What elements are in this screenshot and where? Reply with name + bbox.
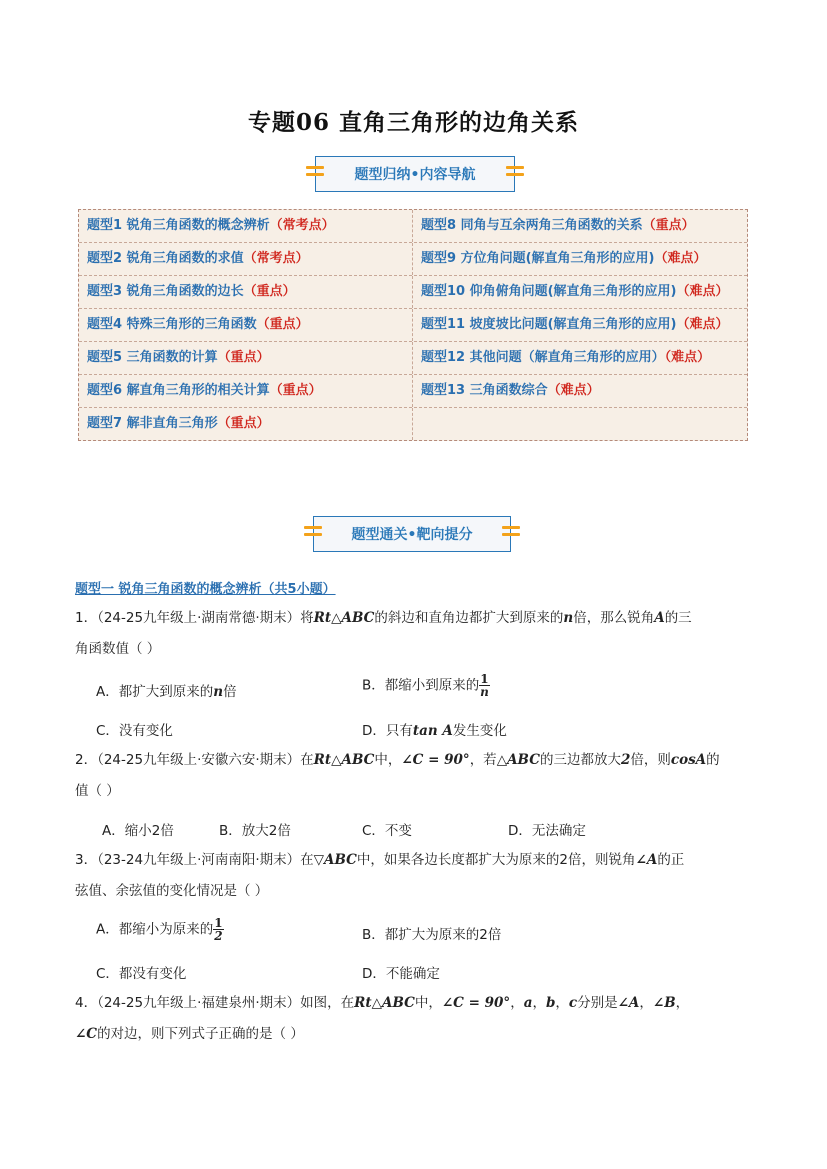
q2-option-d[interactable]: D．无法确定 <box>508 823 586 839</box>
fraction: $\frac{1}{n}$ <box>480 672 489 699</box>
q2-option-a[interactable]: A．缩小2倍 <box>102 823 174 839</box>
nav-item-empty <box>413 408 747 440</box>
page-title: 专题06 直角三角形的边角关系 <box>247 109 579 136</box>
q1-option-d[interactable]: D．只有tan A发生变化 <box>362 723 507 739</box>
nav-row <box>79 408 747 440</box>
question-stem: 1．（24-25九年级上·湖南常德·期末）将Rt△ABC的斜边和直角边都扩大到原来的n倍，那么锐角A的三 <box>75 610 692 626</box>
question-stem: 4．（24-25九年级上·福建泉州·期末）如图，在Rt△ABC中，∠C = 90°，a，b，c分别是∠A，∠B， <box>75 995 690 1011</box>
question-stem-line2: 角函数值（ ） <box>75 641 161 657</box>
topic-navigation-table <box>78 209 748 441</box>
question-2 <box>75 745 755 807</box>
q1-option-c[interactable]: C．没有变化 <box>96 723 173 739</box>
nav-banner <box>315 156 515 192</box>
nav-row <box>79 276 747 309</box>
nav-row <box>79 342 747 375</box>
nav-item[interactable]: 题型6 解直角三角形的相关计算（重点） <box>79 375 413 407</box>
question-1 <box>75 603 755 665</box>
nav-item[interactable]: 题型8 同角与互余两角三角函数的关系（重点） <box>421 218 695 233</box>
q3-option-c[interactable]: C．都没有变化 <box>96 966 187 982</box>
practice-banner <box>313 516 511 552</box>
nav-row <box>79 309 747 342</box>
nav-row <box>79 243 747 276</box>
banner-left-decoration <box>306 166 324 182</box>
q3-option-b[interactable]: B．都扩大为原来的2倍 <box>362 927 502 943</box>
question-4: 4．（24-25九年级上·福建泉州·期末）如图，在Rt△ABC中，∠C = 90°，a，b，c分别是∠A，∠B， ∠C的对边，则下列式子正确的是（ ） <box>75 988 755 1050</box>
nav-item[interactable]: 题型3 锐角三角函数的边长（重点） <box>79 276 413 308</box>
q3-option-d[interactable]: D．不能确定 <box>362 966 440 982</box>
q1-option-b[interactable]: B．都缩小到原来的 $\frac{1}{n}$ <box>362 672 489 699</box>
banner-left-decoration <box>304 526 322 542</box>
nav-item[interactable]: 题型4 特殊三角形的三角函数（重点） <box>79 309 413 341</box>
nav-item[interactable]: 题型9 方位角问题(解直角三角形的应用)（难点） <box>421 251 707 266</box>
banner-title: 题型通关•靶向提分 <box>351 527 473 543</box>
banner-right-decoration <box>506 166 524 182</box>
question-stem: 2．（24-25九年级上·安徽六安·期末）在Rt△ABC中，∠C = 90°，若△ABC的三边都放大2倍，则cosA的 <box>75 752 720 768</box>
banner-title: 题型归纳•内容导航 <box>354 167 476 183</box>
nav-row <box>79 375 747 408</box>
q3-option-a[interactable]: A．都缩小为原来的 $\frac{1}{2}$ <box>96 916 223 943</box>
question-stem-line2: 弦值、余弦值的变化情况是（ ） <box>75 883 269 899</box>
nav-item[interactable]: 题型2 锐角三角函数的求值（常考点） <box>79 243 413 275</box>
nav-item[interactable]: 题型10 仰角俯角问题(解直角三角形的应用)（难点） <box>421 284 729 299</box>
nav-row <box>79 210 747 243</box>
nav-item[interactable]: 题型13 三角函数综合（难点） <box>421 383 600 398</box>
nav-item[interactable]: 题型7 解非直角三角形（重点） <box>79 408 413 440</box>
nav-item[interactable]: 题型11 坡度坡比问题(解直角三角形的应用)（难点） <box>421 317 729 332</box>
question-stem: 3．（23-24九年级上·河南南阳·期末）在▽ABC中，如果各边长度都扩大为原来的2倍，则锐角∠A的正 <box>75 852 685 868</box>
q2-option-c[interactable]: C．不变 <box>362 823 412 839</box>
q1-option-a[interactable]: A．都扩大到原来的n倍 <box>96 684 237 700</box>
fraction: $\frac{1}{2}$ <box>214 916 223 943</box>
nav-item[interactable]: 题型5 三角函数的计算（重点） <box>79 342 413 374</box>
section-heading[interactable]: 题型一 锐角三角函数的概念辨析（共5小题） <box>75 582 336 597</box>
question-stem-line2: 值（ ） <box>75 783 120 799</box>
question-stem-line2: 的对边，则下列式子正确的是（ ） <box>97 1026 304 1042</box>
nav-item[interactable]: 题型1 锐角三角函数的概念辨析（常考点） <box>79 210 413 242</box>
q2-option-b[interactable]: B．放大2倍 <box>219 823 291 839</box>
question-3 <box>75 845 755 907</box>
nav-item[interactable]: 题型12 其他问题（解直角三角形的应用）（难点） <box>421 350 711 365</box>
banner-right-decoration <box>502 526 520 542</box>
